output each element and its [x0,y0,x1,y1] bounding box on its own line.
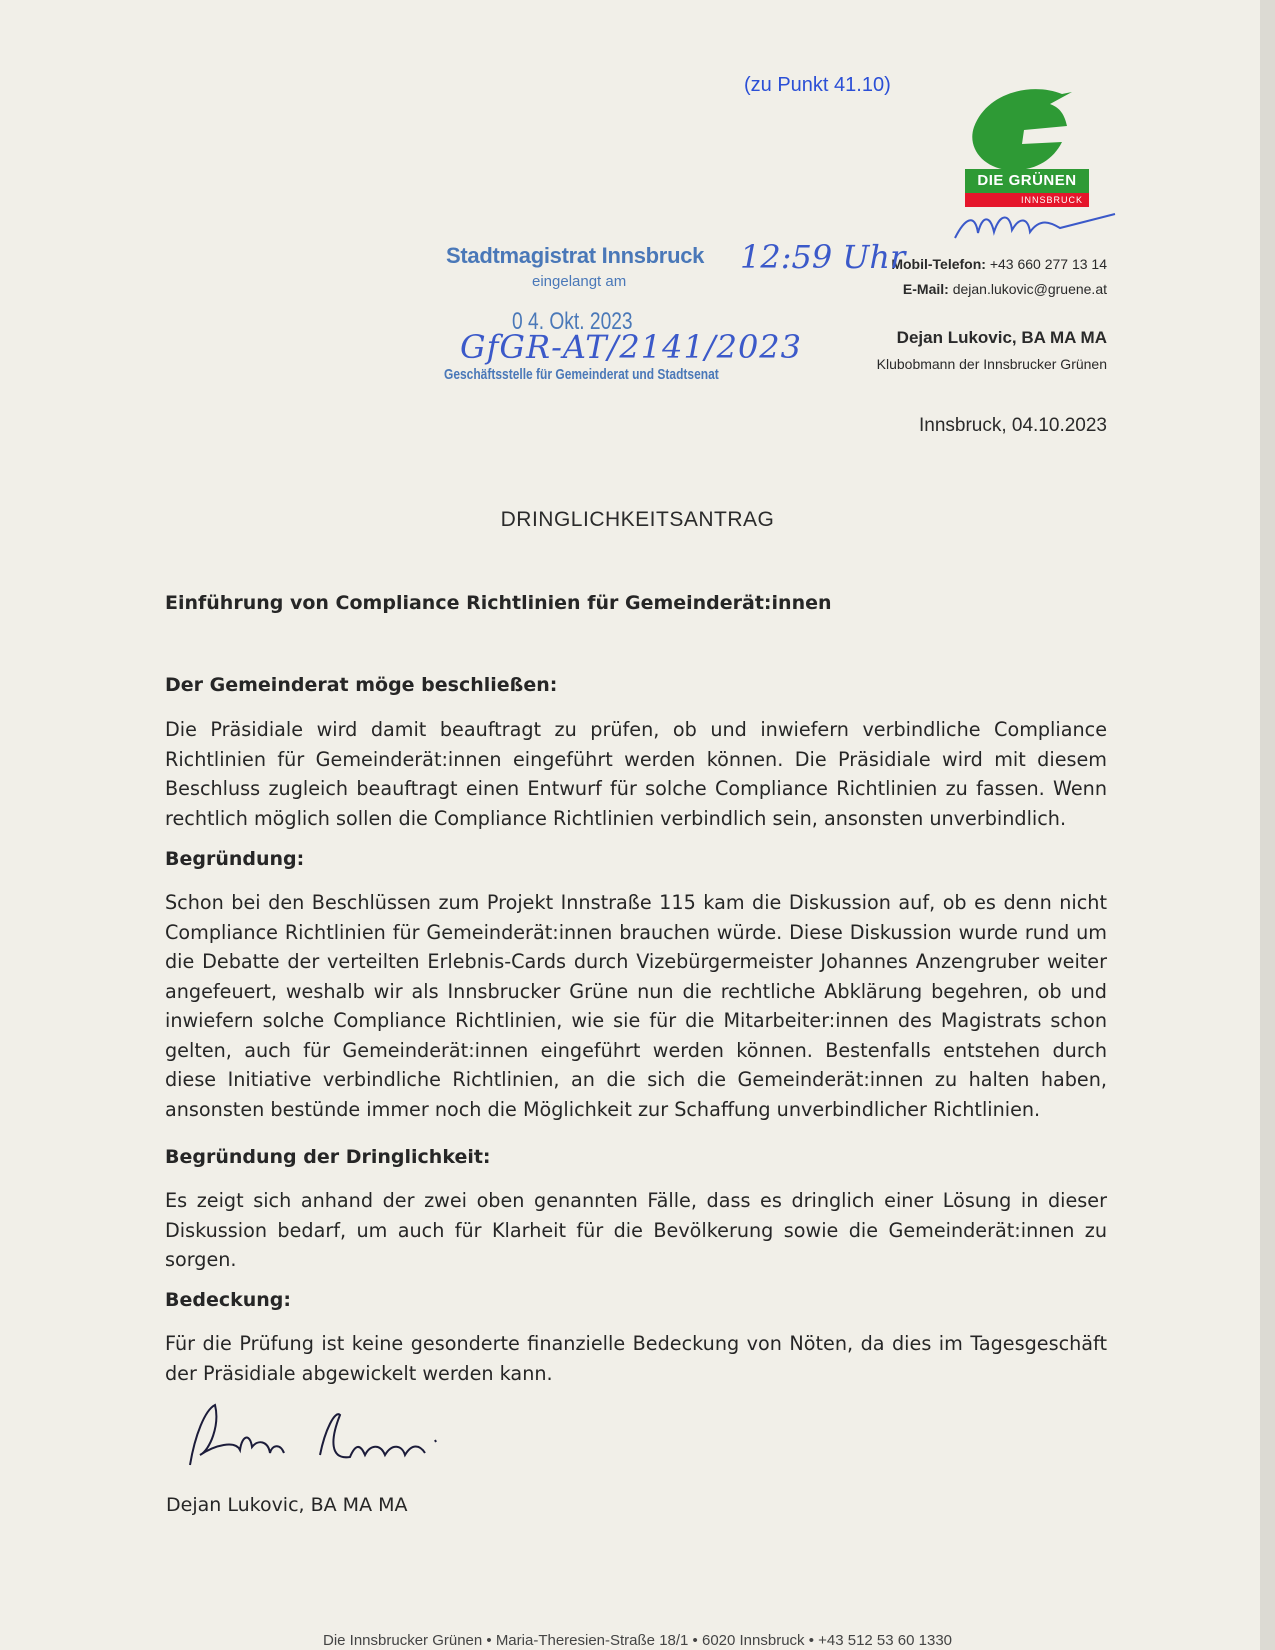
logo-name: DIE GRÜNEN [965,169,1089,193]
phone-label: Mobil-Telefon: [891,256,986,272]
document-title: DRINGLICHKEITSANTRAG [500,508,775,531]
section-text-justification: Schon bei den Beschlüssen zum Projekt Innstraße 115 kam die Diskussion auf, ob es denn nicht Compliance Richtlinien für Gemeinderät:innen brauchen würde. Diese Diskussion wurde rund um die Debatte der verteilten Erlebnis-Cards durch Vizebürgermeister Johannes Anzengruber weiter angefeuert, weshalb wir als Innsbrucker Grüne nun die rechtliche Abklärung begehren, ob und inwiefern solche Compliance Richtlinien, wie sie für die Mitarbeiter:innen des Magistrats schon gelten, auch für Gemeinderät:innen eingeführt werden können. Bestenfalls entstehen durch diese Initiative verbindliche Richtlinien, an die sich die Gemeinderät:innen zu halten haben, ansonsten bestünde immer noch die Möglichkeit zur Schaffung unverbindlicher Richtlinien. [165,891,1107,1121]
email-value: dejan.lukovic@gruene.at [952,281,1107,297]
stamp-department: Geschäftsstelle für Gemeinderat und Stadtsenat [444,366,719,383]
handwritten-signature-icon [180,1395,460,1485]
sender-name: Dejan Lukovic, BA MA MA [896,328,1107,347]
handwritten-file-number: GfGR-AT/2141/2023 [460,328,803,366]
sender-role: Klubobmann der Innsbrucker Grünen [876,356,1107,372]
email-label: E-Mail: [902,281,949,297]
section-heading-urgency: Begründung der Dringlichkeit: [165,1146,491,1168]
initials-signature-icon [950,208,1120,248]
phone-value: +43 660 277 13 14 [989,256,1107,272]
section-heading-justification: Begründung: [165,848,305,870]
section-text-resolution: Die Präsidiale wird damit beauftragt zu prüfen, ob und inwiefern verbindliche Compliance Richtlinien für Gemeinderät:innen eingeführt werden können. Die Präsidiale wird mit diesem Beschluss zugleich beauftragt einen Entwurf für solche Compliance Richtlinien zu fassen. Wenn rechtlich möglich sollen die Compliance Richtlinien verbindlich sein, ansonsten unverbindlich. [165,718,1107,830]
footer-address: Die Innsbrucker Grünen • Maria-Theresien-Straße 18/1 • 6020 Innsbruck • +43 512 53 60 1330 [322,1632,953,1649]
stamp-date: 0 4. Okt. 2023 [512,308,633,335]
stamp-office: Stadtmagistrat Innsbruck [446,243,705,268]
page-edge [1260,0,1275,1650]
contact-phone [891,256,1107,272]
logo-subtitle: INNSBRUCK [965,193,1089,207]
reference-note: (zu Punkt 41.10) [744,74,891,96]
handwritten-time: 12:59 Uhr [740,238,906,276]
letter-date: Innsbruck, 04.10.2023 [918,415,1107,436]
contact-email [903,281,1107,297]
section-heading-coverage: Bedeckung: [165,1289,292,1311]
section-heading-resolution: Der Gemeinderat möge beschließen: [165,674,558,696]
section-text-coverage: Für die Prüfung ist keine gesonderte finanzielle Bedeckung von Nöten, da dies im Tagesgeschäft der Präsidiale abgewickelt werden kann. [165,1332,1107,1385]
signature-name: Dejan Lukovic, BA MA MA [166,1494,408,1516]
section-text-urgency: Es zeigt sich anhand der zwei oben genannten Fälle, dass es dringlich einer Lösung in dieser Diskussion bedarf, um auch für Klarheit für die Bevölkerung sowie die Gemeinderät:innen zu sorgen. [165,1189,1107,1271]
document-subject: Einführung von Compliance Richtlinien für Gemeinderät:innen [165,592,832,614]
stamp-received: eingelangt am [532,273,627,290]
